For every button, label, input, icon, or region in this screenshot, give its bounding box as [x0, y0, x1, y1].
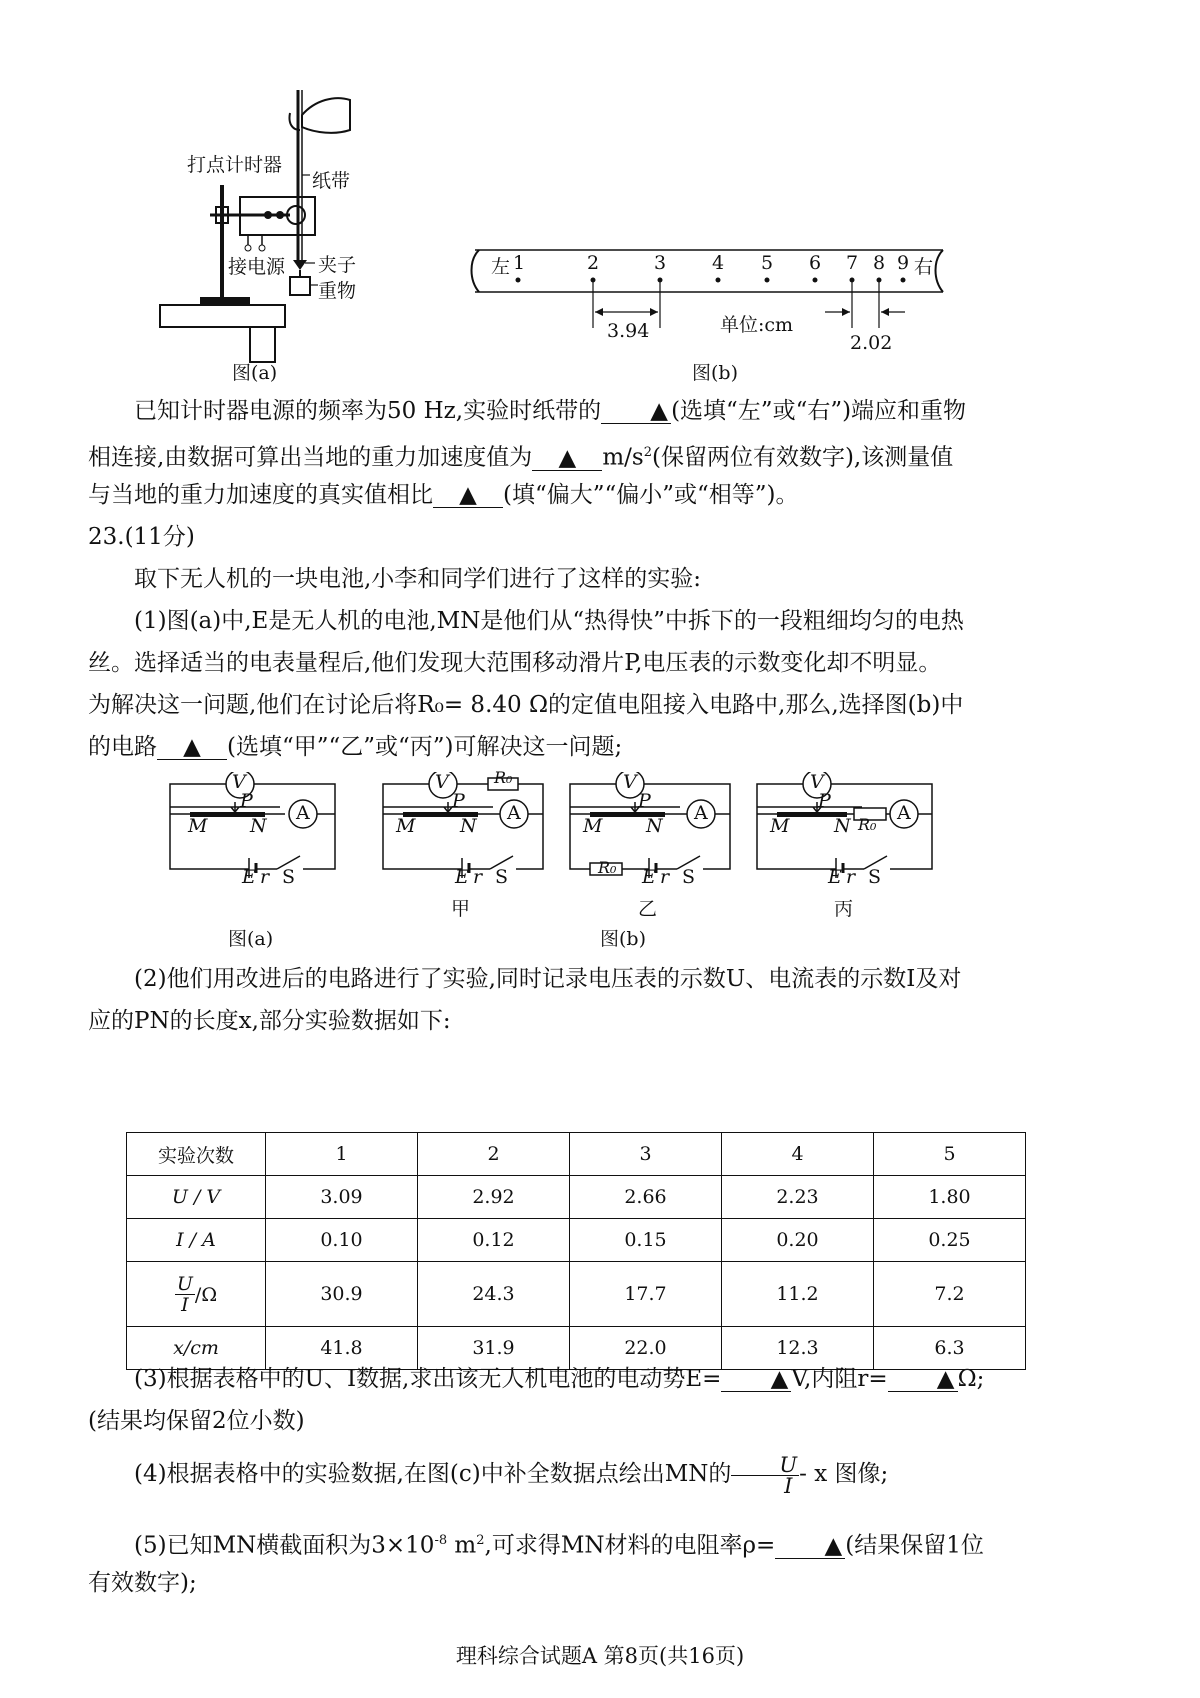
table-cell: 1.80 — [874, 1176, 1026, 1219]
n-label: N — [834, 815, 851, 837]
q23-p1-line-1: (1)图(a)中,E是无人机的电池,MN是他们从“热得快”中拆下的一段粗细均匀的电热 — [134, 608, 964, 634]
r0-label: R₀ — [858, 815, 877, 834]
n-label: N — [460, 815, 477, 837]
r-label: r — [660, 866, 670, 888]
answer-blank[interactable]: ▲ — [721, 1367, 791, 1392]
tape-dots — [516, 278, 906, 283]
voltmeter-label: V — [810, 771, 824, 793]
table-cell: 0.25 — [874, 1219, 1026, 1262]
label-clip: 夹子 — [318, 254, 357, 276]
q23-p3-line-2: (结果均保留2位小数) — [88, 1408, 305, 1434]
m-label: M — [396, 815, 416, 837]
table-cell: 2.92 — [418, 1176, 570, 1219]
s-label: S — [868, 866, 882, 888]
caption-yi: 乙 — [638, 898, 658, 920]
tape-unit: 单位:cm — [720, 314, 794, 336]
tape-right-label: 右 — [914, 256, 934, 278]
table-cell: 30.9 — [266, 1262, 418, 1327]
ammeter-label: A — [897, 802, 911, 824]
n-label: N — [646, 815, 663, 837]
q23-p1-line-4: 的电路 ▲ (选填“甲”“乙”或“丙”)可解决这一问题; — [88, 734, 623, 760]
label-timer: 打点计时器 — [187, 154, 283, 176]
slider-label: P — [240, 790, 253, 812]
table-cell: 11.2 — [722, 1262, 874, 1327]
tape-point-6: 6 — [809, 252, 822, 274]
caption-circuit-a: 图(a) — [228, 928, 274, 950]
voltmeter-label: V — [623, 771, 637, 793]
r0-label: R₀ — [494, 768, 513, 787]
table-cell: 2 — [418, 1133, 570, 1176]
voltmeter-label: V — [232, 771, 246, 793]
answer-blank[interactable]: ▲ — [532, 446, 602, 471]
m-label: M — [770, 815, 790, 837]
q23-p2-line-1: (2)他们用改进后的电路进行了实验,同时记录电压表的示数U、电流表的示数I及对 — [134, 966, 962, 992]
voltmeter-label: V — [435, 771, 449, 793]
tape-left-label: 左 — [491, 256, 511, 278]
label-tape: 纸带 — [312, 170, 351, 192]
tape-point-7: 7 — [846, 252, 859, 274]
m-label: M — [583, 815, 603, 837]
slider-label: P — [638, 790, 651, 812]
table-cell: 3.09 — [266, 1176, 418, 1219]
r-label: r — [473, 866, 483, 888]
table-cell: 31.9 — [418, 1327, 570, 1370]
q23-header: 23.(11分) — [88, 524, 195, 550]
q23-p5-line-2: 有效数字); — [88, 1570, 197, 1596]
table-cell: 2.23 — [722, 1176, 874, 1219]
answer-blank[interactable]: ▲ — [433, 483, 503, 508]
n-label: N — [250, 815, 267, 837]
table-cell: 6.3 — [874, 1327, 1026, 1370]
tape-point-9: 9 — [897, 252, 910, 274]
label-weight: 重物 — [318, 280, 357, 302]
tape-dist-78: 2.02 — [850, 332, 893, 354]
q22-line-1: 已知计时器电源的频率为50 Hz,实验时纸带的 ▲ (选填“左”或“右”)端应和重物 — [134, 398, 967, 424]
slider-label: P — [452, 790, 465, 812]
table-cell: 17.7 — [570, 1262, 722, 1327]
table-cell: 实验次数 — [127, 1133, 266, 1176]
s-label: S — [282, 866, 296, 888]
label-power: 接电源 — [228, 256, 286, 278]
m-label: M — [188, 815, 208, 837]
page-footer: 理科综合试题A 第8页(共16页) — [455, 1644, 745, 1668]
q23-p1-line-3: 为解决这一问题,他们在讨论后将R₀= 8.40 Ω的定值电阻接入电路中,那么,选择图(b)中 — [88, 692, 964, 718]
caption-bing: 丙 — [834, 898, 854, 920]
r-label: r — [260, 866, 270, 888]
table-cell: 3 — [570, 1133, 722, 1176]
table-cell: 41.8 — [266, 1327, 418, 1370]
tape-point-4: 4 — [712, 252, 725, 274]
table-row-label: x/cm — [127, 1327, 266, 1370]
q23-p1-line-2: 丝。选择适当的电表量程后,他们发现大范围移动滑片P,电压表的示数变化却不明显。 — [88, 650, 942, 676]
answer-blank[interactable]: ▲ — [157, 735, 227, 760]
table-cell: 0.15 — [570, 1219, 722, 1262]
answer-blank[interactable]: ▲ — [775, 1534, 845, 1559]
table-cell: 0.10 — [266, 1219, 418, 1262]
s-label: S — [495, 866, 509, 888]
caption-fig-b-top: 图(b) — [692, 362, 738, 384]
table-row — [127, 1262, 1026, 1327]
ammeter-label: A — [507, 802, 521, 824]
answer-blank[interactable]: ▲ — [888, 1367, 958, 1392]
e-label: E — [642, 866, 656, 888]
tape-point-3: 3 — [654, 252, 667, 274]
caption-fig-a-top: 图(a) — [232, 362, 278, 384]
q23-p3-line-1: (3)根据表格中的U、I数据,求出该无人机电池的电动势E= ▲ V,内阻r= ▲ Ω; — [134, 1366, 985, 1392]
ammeter-label: A — [694, 802, 708, 824]
e-label: E — [828, 866, 842, 888]
tape-point-1: 1 — [513, 252, 526, 274]
table-cell: 4 — [722, 1133, 874, 1176]
q22-line-3: 与当地的重力加速度的真实值相比 ▲ (填“偏大”“偏小”或“相等”)。 — [88, 482, 799, 508]
tape-point-2: 2 — [587, 252, 600, 274]
s-label: S — [682, 866, 696, 888]
table-row-label: U / V — [127, 1176, 266, 1219]
tape-point-5: 5 — [761, 252, 774, 274]
slider-label: P — [818, 790, 831, 812]
table-header-row — [127, 1133, 1026, 1176]
q23-intro: 取下无人机的一块电池,小李和同学们进行了这样的实验: — [134, 566, 702, 592]
tape-point-8: 8 — [873, 252, 886, 274]
e-label: E — [242, 866, 256, 888]
tape-dist-23: 3.94 — [607, 320, 650, 342]
table-cell: 2.66 — [570, 1176, 722, 1219]
apparatus-figure — [150, 85, 410, 375]
table-cell: 0.20 — [722, 1219, 874, 1262]
table-row-label: U I /Ω — [127, 1262, 266, 1327]
table-cell: 12.3 — [722, 1327, 874, 1370]
table-cell: 24.3 — [418, 1262, 570, 1327]
caption-circuit-b: 图(b) — [600, 928, 646, 950]
ammeter-label: A — [296, 802, 310, 824]
q23-p4: (4)根据表格中的实验数据,在图(c)中补全数据点绘出MN的 $\frac{U}{I}$ - x 图像; — [134, 1452, 889, 1498]
table-cell: 0.12 — [418, 1219, 570, 1262]
r0-label: R₀ — [598, 858, 617, 877]
data-table — [126, 1132, 1026, 1370]
table-row — [127, 1176, 1026, 1219]
table-cell: 7.2 — [874, 1262, 1026, 1327]
table-cell: 22.0 — [570, 1327, 722, 1370]
q23-p2-line-2: 应的PN的长度x,部分实验数据如下: — [88, 1008, 451, 1034]
q23-p5-line-1: (5)已知MN横截面积为$3\times 10^{-8}$ $m^2$,可求得MN材料的电阻率ρ= ▲ (结果保留1位 — [134, 1532, 984, 1559]
table-row — [127, 1219, 1026, 1262]
r-label: r — [846, 866, 856, 888]
table-row-label: I / A — [127, 1219, 266, 1262]
table-cell: 1 — [266, 1133, 418, 1176]
table-cell: 5 — [874, 1133, 1026, 1176]
answer-blank[interactable]: ▲ — [601, 399, 671, 424]
q22-line-2: 相连接,由数据可算出当地的重力加速度值为 ▲ $m/s^2$(保留两位有效数字),该测量值 — [88, 444, 954, 471]
e-label: E — [455, 866, 469, 888]
caption-jia: 甲 — [451, 898, 471, 920]
